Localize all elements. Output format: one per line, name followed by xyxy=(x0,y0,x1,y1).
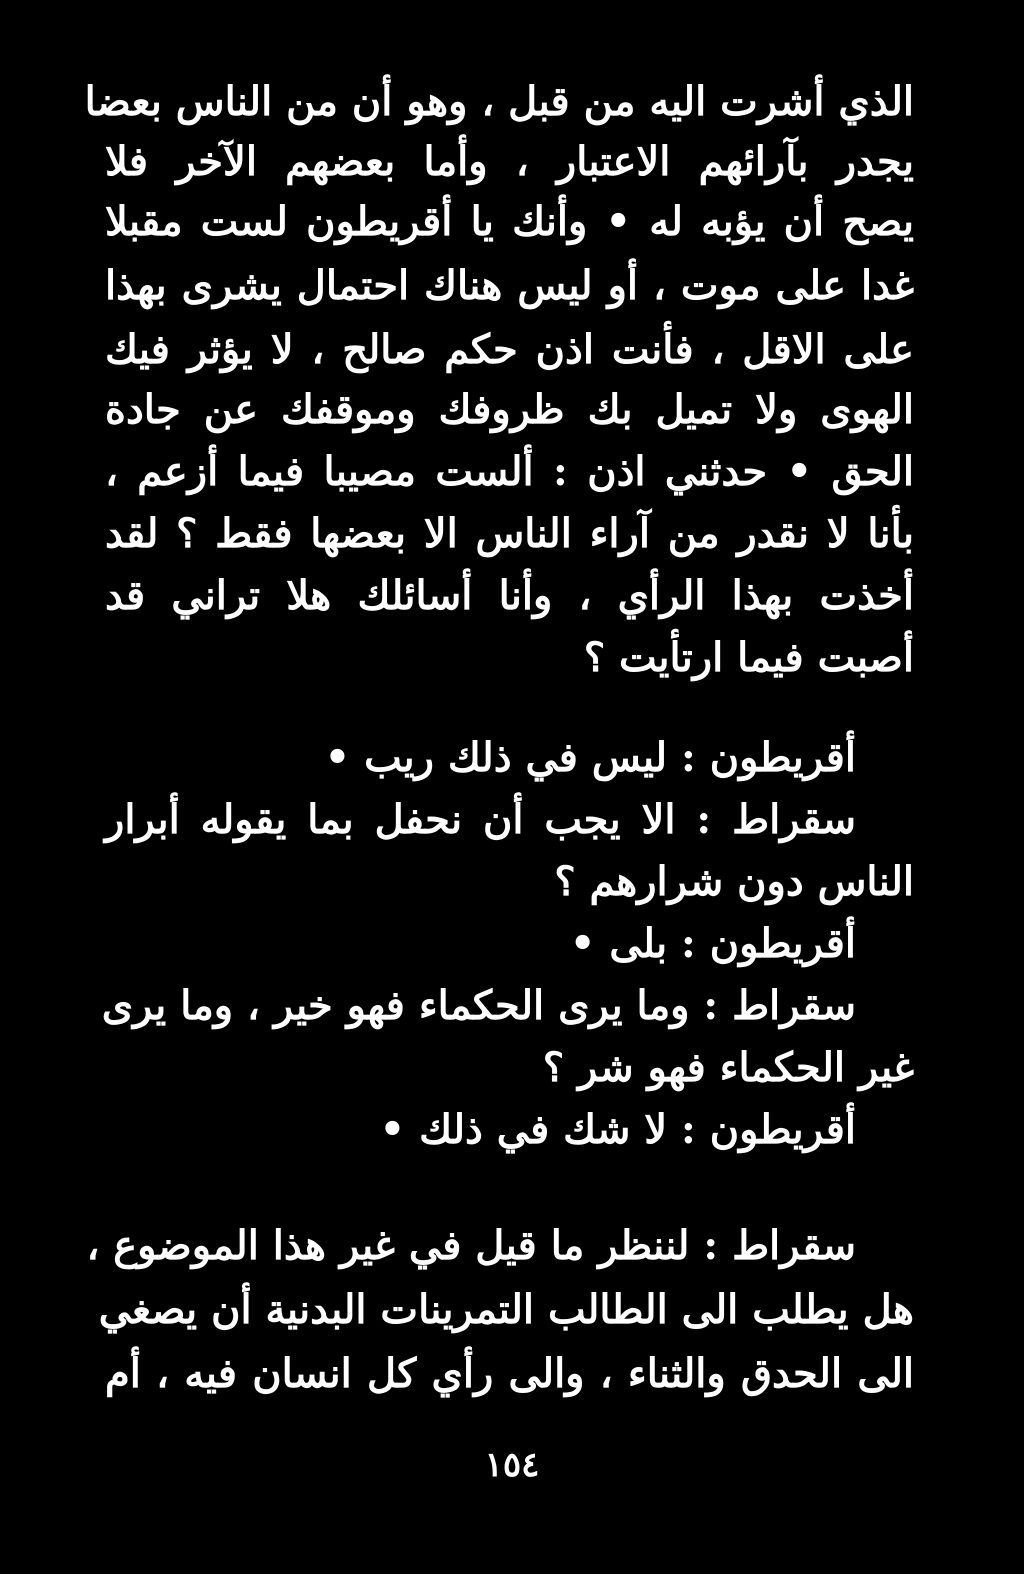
dialogue-line: هل يطلب الى الطالب التمرينات البدنية أن يصغي xyxy=(98,1286,914,1333)
dialogue-line: أقريطون : لا شك في ذلك • xyxy=(379,1106,856,1153)
dialogue-line: أقريطون : بلى • xyxy=(569,920,856,967)
text-line: بأنا لا نقدر من آراء الناس الا بعضها فقط ؟ لقد xyxy=(105,510,914,557)
text-line: الذي أشرت اليه من قبل ، وهو أن من الناس بعضا xyxy=(84,78,914,125)
page-number: ١٥٤ xyxy=(484,1445,540,1485)
text-line: على الاقل ، فأنت اذن حكم صالح ، لا يؤثر فيك xyxy=(105,326,914,373)
dialogue-line: سقراط : وما يرى الحكماء فهو خير ، وما يرى xyxy=(101,982,856,1029)
dialogue-line: الى الحدق والثناء ، والى رأي كل انسان فيه ، أم xyxy=(105,1350,914,1397)
text-line: أصبت فيما ارتأيت ؟ xyxy=(583,634,914,681)
dialogue-line: سقراط : الا يجب أن نحفل بما يقوله أبرار xyxy=(105,796,856,843)
dialogue-line: أقريطون : ليس في ذلك ريب • xyxy=(324,734,856,781)
text-line: الحق • حدثني اذن : ألست مصيبا فيما أزعم ، xyxy=(105,448,914,495)
text-line: يصح أن يؤبه له • وأنك يا أقريطون لست مقبلا xyxy=(105,198,914,245)
dialogue-line: غير الحكماء فهو شر ؟ xyxy=(542,1044,914,1091)
dialogue-line: الناس دون شرارهم ؟ xyxy=(554,858,914,905)
text-line: الهوى ولا تميل بك ظروفك وموقفك عن جادة xyxy=(105,386,914,433)
dialogue-line: سقراط : لننظر ما قيل في غير هذا الموضوع ، xyxy=(86,1222,856,1269)
text-line: يجدر بآرائهم الاعتبار ، وأما بعضهم الآخر فلا xyxy=(105,138,914,185)
text-line: غدا على موت ، أو ليس هناك احتمال يشرى بهذا xyxy=(105,262,914,309)
text-line: أخذت بهذا الرأي ، وأنا أسائلك هلا تراني قد xyxy=(105,572,914,619)
